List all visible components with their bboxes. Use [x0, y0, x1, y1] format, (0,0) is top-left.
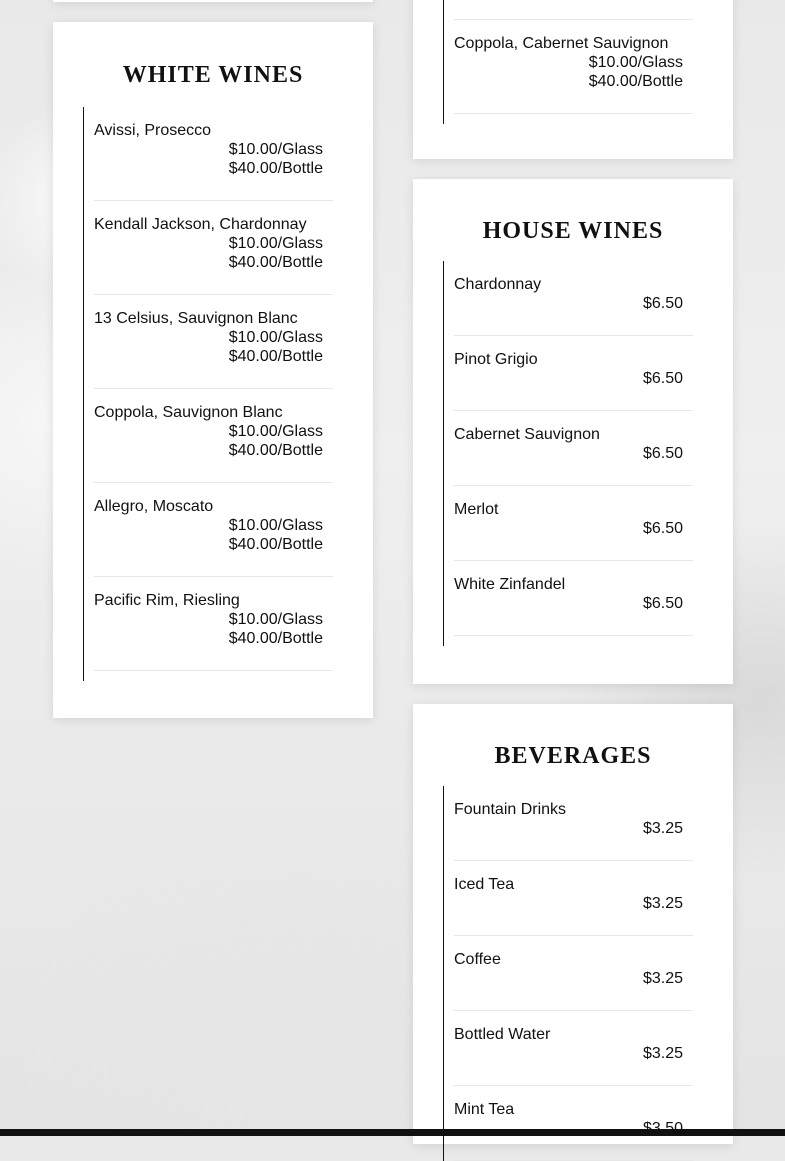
- item-name: Pacific Rim, Riesling: [94, 592, 240, 609]
- item-price: $6.50: [642, 445, 683, 462]
- house-wines-card: [413, 179, 733, 684]
- glass-price: $10.00/Glass: [228, 329, 323, 346]
- glass-price: $10.00/Glass: [228, 517, 323, 534]
- beverages-list: [443, 786, 693, 1161]
- item-name: Fountain Drinks: [454, 801, 567, 818]
- item-name: Coffee: [454, 951, 501, 968]
- menu-item: [94, 389, 333, 483]
- red-wines-list: [443, 0, 693, 124]
- previous-card-left: [53, 0, 373, 2]
- menu-item: [454, 261, 693, 336]
- menu-item-cut: [454, 0, 693, 20]
- item-price: $6.50: [642, 520, 683, 537]
- menu-item: [94, 107, 333, 201]
- bottle-price: $40.00/Bottle: [588, 73, 683, 90]
- bottom-bar: [0, 1129, 785, 1136]
- bottle-price: $40.00/Bottle: [228, 536, 323, 553]
- item-name: Cabernet Sauvignon: [454, 426, 600, 443]
- glass-price: $10.00/Glass: [228, 423, 323, 440]
- menu-item: [94, 483, 333, 577]
- bottle-price: $40.00/Bottle: [228, 254, 323, 271]
- item-name: Kendall Jackson, Chardonnay: [94, 216, 307, 233]
- item-name: Pinot Grigio: [454, 351, 538, 368]
- menu-item: [454, 1086, 693, 1161]
- item-name: Avissi, Prosecco: [94, 122, 212, 139]
- beverages-title: BEVERAGES: [494, 743, 652, 769]
- bottle-price: $40.00/Bottle: [228, 630, 323, 647]
- item-name: Chardonnay: [454, 276, 542, 293]
- glass-price: $10.00/Glass: [588, 54, 683, 71]
- item-price: $6.50: [642, 295, 683, 312]
- menu-item: [454, 936, 693, 1011]
- white-wines-card: [53, 22, 373, 718]
- item-name: Bottled Water: [454, 1026, 551, 1043]
- glass-price: $10.00/Glass: [228, 141, 323, 158]
- bottle-price: $40.00/Bottle: [228, 442, 323, 459]
- menu-item: [454, 861, 693, 936]
- menu-item: [94, 295, 333, 389]
- item-name: Coppola, Cabernet Sauvignon: [454, 35, 669, 52]
- menu-item: [454, 20, 693, 114]
- house-wines-list: [443, 261, 693, 646]
- white-wines-title: WHITE WINES: [122, 62, 304, 88]
- menu-item: [454, 411, 693, 486]
- menu-item: [94, 201, 333, 295]
- item-name: Merlot: [454, 501, 499, 518]
- bottle-price: $40.00/Bottle: [228, 348, 323, 365]
- item-price: $3.25: [642, 1045, 683, 1062]
- item-name: Allegro, Moscato: [94, 498, 214, 515]
- item-price: $3.25: [642, 820, 683, 837]
- menu-item: [454, 786, 693, 861]
- glass-price: $10.00/Glass: [228, 611, 323, 628]
- menu-item: [454, 336, 693, 411]
- item-name: Coppola, Sauvignon Blanc: [94, 404, 283, 421]
- menu-item: [454, 1011, 693, 1086]
- menu-item: [94, 577, 333, 671]
- beverages-card: [413, 704, 733, 1144]
- red-wines-card: [413, 0, 733, 159]
- item-name: Iced Tea: [454, 876, 515, 893]
- item-price: $6.50: [642, 595, 683, 612]
- item-price: $3.25: [642, 970, 683, 987]
- item-name: White Zinfandel: [454, 576, 566, 593]
- item-price: $3.25: [642, 895, 683, 912]
- glass-price: $10.00/Glass: [228, 235, 323, 252]
- item-name: Mint Tea: [454, 1101, 515, 1118]
- item-price: $6.50: [642, 370, 683, 387]
- menu-item: [454, 561, 693, 636]
- menu-item: [454, 486, 693, 561]
- white-wines-list: [83, 107, 333, 681]
- item-name: 13 Celsius, Sauvignon Blanc: [94, 310, 298, 327]
- bottle-price: $40.00/Bottle: [228, 160, 323, 177]
- house-wines-title: HOUSE WINES: [482, 218, 664, 244]
